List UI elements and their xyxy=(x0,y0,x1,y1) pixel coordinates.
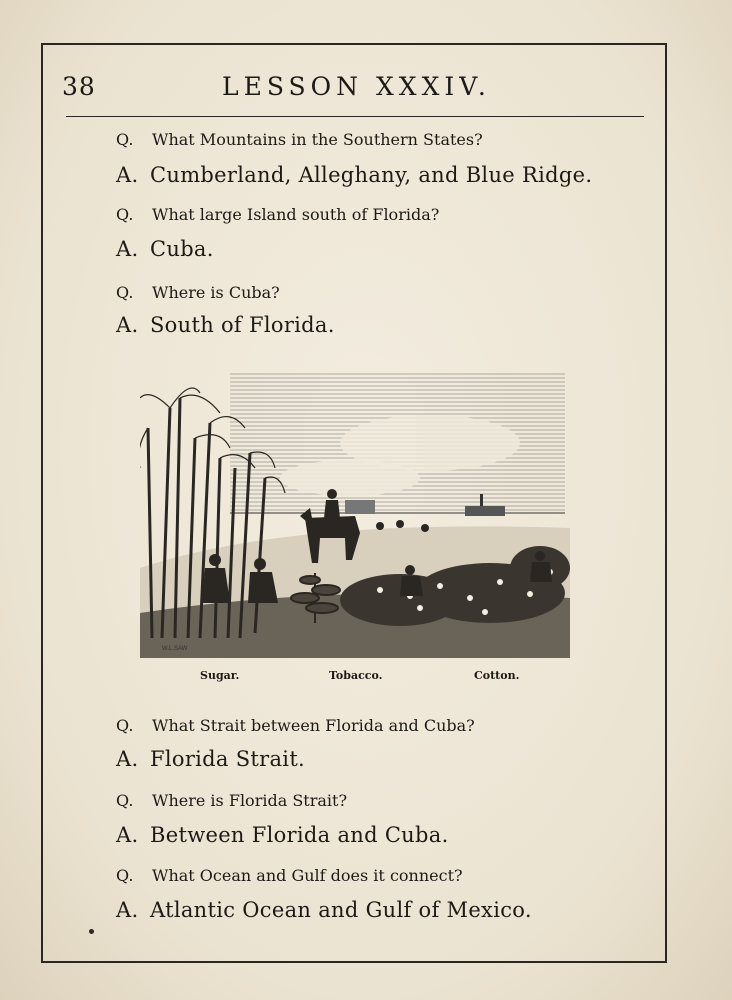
question-text: What Ocean and Gulf does it connect? xyxy=(152,866,463,885)
caption-sugar: Sugar. xyxy=(200,669,240,682)
answer-text: Florida Strait. xyxy=(150,747,306,771)
ink-speck xyxy=(89,929,94,934)
answer-3 xyxy=(116,313,335,337)
question-text: Where is Florida Strait? xyxy=(152,791,348,810)
question-label: Q. xyxy=(116,130,134,149)
question-3 xyxy=(116,283,280,302)
answer-label: A. xyxy=(116,747,139,771)
caption-tobacco: Tobacco. xyxy=(329,669,383,682)
question-label: Q. xyxy=(116,716,134,735)
answer-label: A. xyxy=(116,237,139,261)
answer-2 xyxy=(116,237,214,261)
question-label: Q. xyxy=(116,866,134,885)
question-label: Q. xyxy=(116,791,134,810)
question-2 xyxy=(116,205,439,224)
plantation-illustration xyxy=(140,368,570,658)
question-5 xyxy=(116,791,347,810)
question-text: What Mountains in the Southern States? xyxy=(152,130,483,149)
answer-6 xyxy=(116,898,532,922)
engraver-signature: W.L.SAW xyxy=(162,646,188,652)
question-6 xyxy=(116,866,463,885)
question-text: What Strait between Florida and Cuba? xyxy=(152,716,475,735)
answer-text: Cumberland, Alleghany, and Blue Ridge. xyxy=(150,163,593,187)
question-text: Where is Cuba? xyxy=(152,283,280,302)
answer-1 xyxy=(116,163,592,187)
answer-text: Atlantic Ocean and Gulf of Mexico. xyxy=(150,898,532,922)
answer-5 xyxy=(116,823,449,847)
header-rule xyxy=(66,116,644,117)
question-label: Q. xyxy=(116,283,134,302)
answer-4 xyxy=(116,747,305,771)
answer-label: A. xyxy=(116,823,139,847)
answer-label: A. xyxy=(116,898,139,922)
question-1 xyxy=(116,130,483,149)
page-number: 38 xyxy=(62,72,96,101)
answer-label: A. xyxy=(116,163,139,187)
caption-cotton: Cotton. xyxy=(474,669,520,682)
answer-text: Between Florida and Cuba. xyxy=(150,823,449,847)
answer-text: South of Florida. xyxy=(150,313,335,337)
question-label: Q. xyxy=(116,205,134,224)
question-4 xyxy=(116,716,475,735)
lesson-title: LESSON XXXIV. xyxy=(222,72,491,101)
question-text: What large Island south of Florida? xyxy=(152,205,440,224)
answer-label: A. xyxy=(116,313,139,337)
answer-text: Cuba. xyxy=(150,237,214,261)
